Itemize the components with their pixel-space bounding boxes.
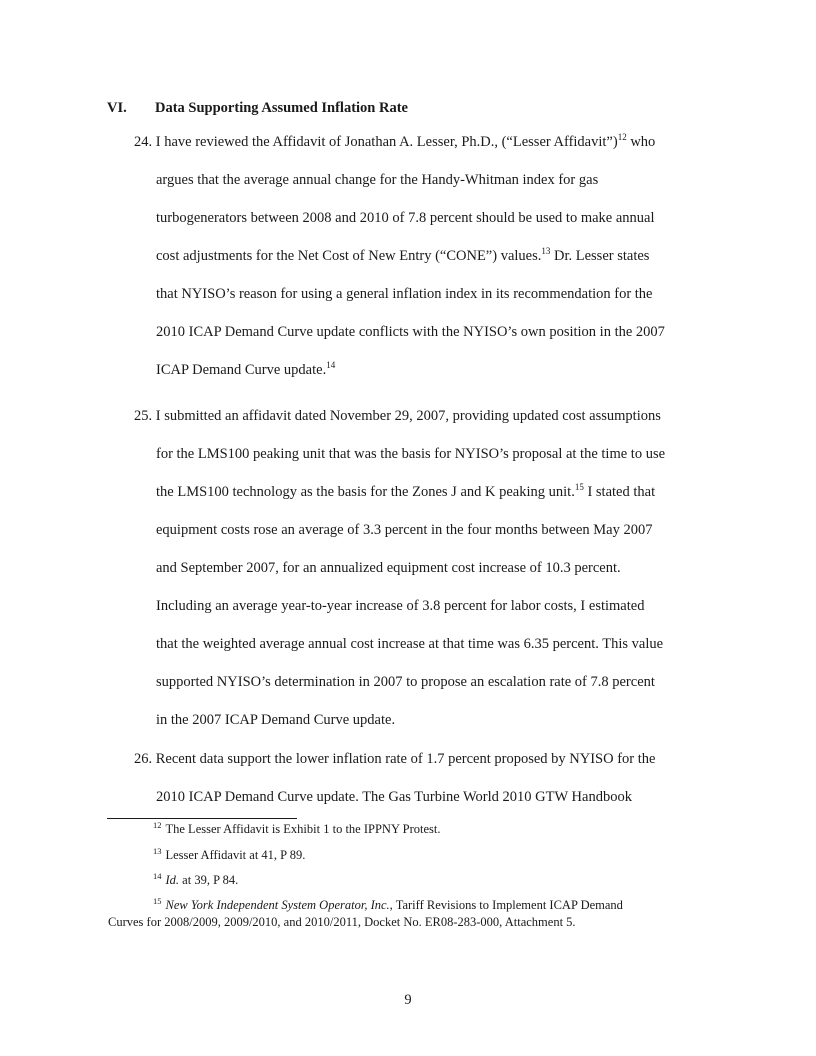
paragraph-line: in the 2007 ICAP Demand Curve update. [156,712,396,728]
text-run: who [626,134,656,150]
footnote-15-continuation: Curves for 2008/2009, 2009/2010, and 2010/2011, Docket No. ER08-283-000, Attachment 5. [108,915,576,929]
paragraph-line: 2010 ICAP Demand Curve update conflicts with the NYISO’s own position in the 2007 [156,324,665,340]
footnote-ref-14: 14 [326,360,336,370]
paragraph-line: 25. I submitted an affidavit dated November 29, 2007, providing updated cost assumptions [134,408,661,424]
paragraph-line [134,237,724,275]
paragraph-line: argues that the average annual change for the Handy-Whitman index for gas [156,172,599,188]
paragraph-line: 2010 ICAP Demand Curve update. The Gas Turbine World 2010 GTW Handbook [156,789,632,805]
text-run: ICAP Demand Curve update. [156,362,327,378]
footnote-number: 15 [153,896,162,906]
footnote-ref-13: 13 [541,246,551,256]
paragraph-line: that NYISO’s reason for using a general inflation index in its recommendation for the [156,286,653,302]
footnote-text: at 39, P 84. [179,873,239,887]
footnote-text: The Lesser Affidavit is Exhibit 1 to the IPPNY Protest. [165,822,441,836]
footnote-text: , Tariff Revisions to Implement ICAP Demand [389,898,623,912]
footnote-citation: Id. [165,873,180,887]
paragraph-line [134,123,724,161]
footnote-ref-15: 15 [574,482,584,492]
text-run: I stated that [583,484,656,500]
footnote-12 [153,822,440,837]
paragraph-26 [134,740,724,816]
section-heading [107,100,408,117]
paragraph-line: equipment costs rose an average of 3.3 percent in the four months between May 2007 [156,522,653,538]
paragraph-24 [134,123,724,389]
footnote-ref-12: 12 [617,132,627,142]
paragraph-line: for the LMS100 peaking unit that was the basis for NYISO’s proposal at the time to use [156,446,666,462]
footnote-14 [153,873,238,888]
paragraph-line [134,351,724,389]
paragraph-25 [134,397,724,739]
paragraph-line [134,473,724,511]
text-run: cost adjustments for the Net Cost of New Entry (“CONE”) values. [156,248,542,264]
footnote-text: Lesser Affidavit at 41, P 89. [165,848,306,862]
footnote-15 [153,898,623,913]
footnote-number: 14 [153,871,162,881]
paragraph-line: 26. Recent data support the lower inflation rate of 1.7 percent proposed by NYISO for the [134,751,656,767]
footnote-number: 12 [153,820,162,830]
footnote-citation: New York Independent System Operator, Inc. [165,898,390,912]
paragraph-line: and September 2007, for an annualized equipment cost increase of 10.3 percent. [156,560,621,576]
text-run: 24. I have reviewed the Affidavit of Jonathan A. Lesser, Ph.D., (“Lesser Affidavit”) [134,134,618,150]
text-run: Dr. Lesser states [550,248,650,264]
section-title: Data Supporting Assumed Inflation Rate [155,100,408,116]
footnote-separator [107,818,297,819]
footnote-number: 13 [153,846,162,856]
section-number: VI. [107,100,127,116]
footnote-13 [153,848,305,863]
paragraph-line: Including an average year-to-year increase of 3.8 percent for labor costs, I estimated [156,598,645,614]
paragraph-line: supported NYISO’s determination in 2007 to propose an escalation rate of 7.8 percent [156,674,655,690]
page-number: 9 [404,992,412,1008]
paragraph-line: that the weighted average annual cost increase at that time was 6.35 percent. This value [156,636,664,652]
text-run: the LMS100 technology as the basis for the Zones J and K peaking unit. [156,484,575,500]
paragraph-line: turbogenerators between 2008 and 2010 of 7.8 percent should be used to make annual [156,210,655,226]
